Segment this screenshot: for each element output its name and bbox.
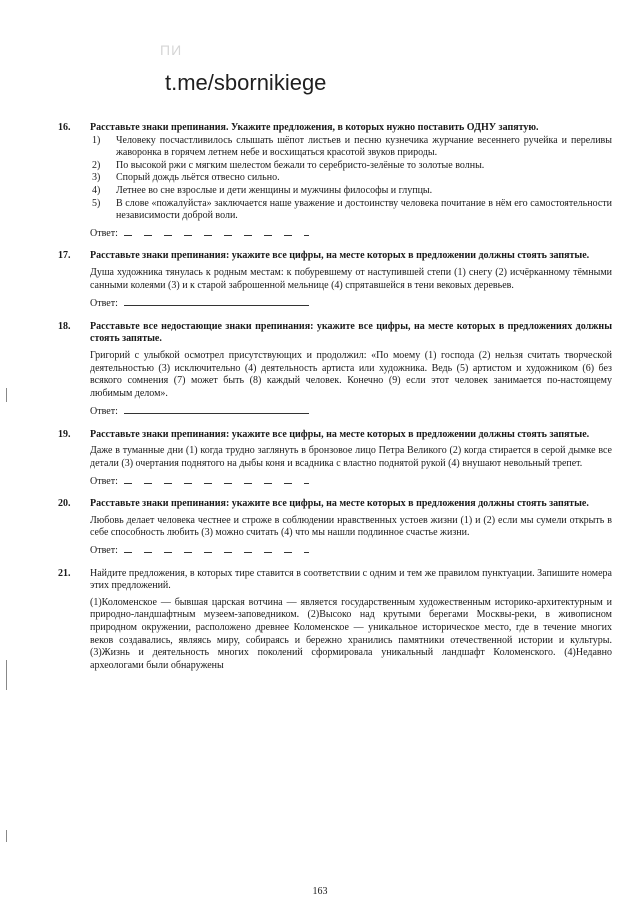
task-17 bbox=[52, 250, 612, 310]
margin-mark bbox=[6, 830, 7, 842]
task-instruction: Расставьте все недостающие знаки препинания: укажите все цифры, на месте которых в предложениях должны стоять запятые. bbox=[90, 320, 612, 345]
option-text: Летнее во сне взрослые и дети женщины и мужчины философы и глупцы. bbox=[116, 184, 433, 196]
option-item bbox=[90, 198, 612, 223]
task-instruction: Расставьте знаки препинания: укажите все цифры, на месте которых в предложении должны стоять запятые. bbox=[90, 250, 590, 262]
task-number: 17. bbox=[58, 250, 71, 262]
task-list bbox=[52, 122, 612, 682]
option-text: Спорый дождь льётся отвесно сильно. bbox=[116, 172, 280, 184]
task-text: Любовь делает человека честнее и строже в соблюдении нравственных устоев жизни (1) и (2) если мы сумели открыть в себе способность любить (3) можно считать (4) что мы нашли подлинное счастье жизни. bbox=[90, 514, 612, 539]
task-text: Душа художника тянулась к родным местам: к побуревшему от наступившей степи (1) снегу (2) исчёрканному тёмными санными колеями (3) и к старой заброшенной мельнице (4) спрятавшейся в тени вековых деревьев. bbox=[90, 266, 612, 291]
page-number: 163 bbox=[312, 886, 328, 897]
option-text: Человеку посчастливилось слышать шёпот листьев и песню кузнечика журчание весеннего ручейка и переливы жаворонка в горячем летнем небе и восхищаться красотой звуков природы. bbox=[116, 134, 612, 159]
option-item bbox=[90, 135, 612, 160]
task-19 bbox=[52, 429, 612, 488]
option-text: По высокой ржи с мягким шелестом бежали то серебристо-зелёные то золотые волны. bbox=[116, 159, 485, 171]
watermark-text: ПИ bbox=[160, 42, 183, 58]
margin-mark bbox=[6, 388, 7, 402]
option-number: 1) bbox=[92, 134, 101, 146]
task-number: 20. bbox=[58, 498, 71, 510]
answer-label: Ответ: bbox=[90, 298, 118, 310]
task-text: Григорий с улыбкой осмотрел присутствующих и продолжил: «По моему (1) господа (2) нельзя считать творческой деятельностью (3) исключительно (4) деятельность артиста или художника. Ведь (5) артистом и художником (6) без всякого сомнения (7) может быть (8) каждый человек. Конечно (9) если этот человек занимается по-настоящему любимым делом». bbox=[90, 349, 612, 399]
task-number: 16. bbox=[58, 122, 71, 133]
task-21 bbox=[52, 568, 612, 673]
task-instruction: Расставьте знаки препинания: укажите все цифры, на месте которых в предложения должны стоять запятые. bbox=[90, 498, 589, 510]
task-text: (1)Коломенское — бывшая царская вотчина — является государственным художественным историко-архитектурным и природно-ландшафтным музеем-заповедником. (2)Высоко над крутыми берегами Москвы-реки, в живописном природном окружении, расположено древнее Коломенское — уникальное историческое место, где в течение многих веков создавались, являясь миру, собираясь и бережно хранились памятники отечественной истории и культуры. (3)Жизнь и деятельность многих поколений сформировала уникальный ландшафт Коломенского. (4)Недавно археологами были обнаружены bbox=[90, 596, 612, 671]
answer-field[interactable] bbox=[124, 227, 309, 236]
answer-field[interactable] bbox=[124, 475, 309, 484]
option-number: 5) bbox=[92, 197, 101, 209]
answer-label: Ответ: bbox=[90, 406, 118, 418]
channel-link[interactable]: t.me/sbornikiege bbox=[165, 70, 327, 95]
answer-row bbox=[90, 404, 612, 419]
answer-row bbox=[90, 296, 612, 311]
answer-row bbox=[90, 544, 612, 558]
option-number: 2) bbox=[92, 159, 101, 171]
task-instruction: Расставьте знаки препинания: укажите все цифры, на месте которых в предложении должны стоять запятые. bbox=[90, 428, 590, 440]
answer-label: Ответ: bbox=[90, 545, 118, 557]
option-number: 3) bbox=[92, 172, 101, 184]
answer-field[interactable] bbox=[124, 544, 309, 553]
task-number: 18. bbox=[58, 320, 71, 332]
task-18 bbox=[52, 321, 612, 419]
option-number: 4) bbox=[92, 184, 101, 196]
task-number: 21. bbox=[58, 567, 71, 579]
task-16 bbox=[52, 122, 612, 240]
task-instruction: Найдите предложения, в которых тире ставится в соответствии с одним и тем же правилом пунктуации. Запишите номера этих предложений. bbox=[90, 567, 612, 592]
answer-field[interactable] bbox=[124, 404, 309, 414]
option-text: В слове «пожалуйста» заключается наше уважение и достоинству человека почитание в нём его самостоятельности независимости доброй воли. bbox=[116, 197, 612, 222]
option-item bbox=[90, 185, 612, 198]
option-item bbox=[90, 160, 612, 173]
task-instruction: Расставьте знаки препинания. Укажите предложения, в которых нужно поставить ОДНУ запятую. bbox=[90, 122, 539, 133]
task-text: Даже в туманные дни (1) когда трудно заглянуть в бронзовое лицо Петра Великого (2) когда стирается в серой дымке все детали (3) очертания поднятого на дыбы коня и всадника с властно поднятой рукой (4) внушают невольный трепет. bbox=[90, 445, 612, 470]
option-item bbox=[90, 172, 612, 185]
task-number: 19. bbox=[58, 428, 71, 440]
answer-row bbox=[90, 475, 612, 489]
margin-mark bbox=[6, 660, 7, 690]
answer-label: Ответ: bbox=[90, 227, 118, 239]
answer-label: Ответ: bbox=[90, 475, 118, 487]
answer-field[interactable] bbox=[124, 296, 309, 306]
answer-row bbox=[90, 227, 612, 241]
task-20 bbox=[52, 498, 612, 557]
